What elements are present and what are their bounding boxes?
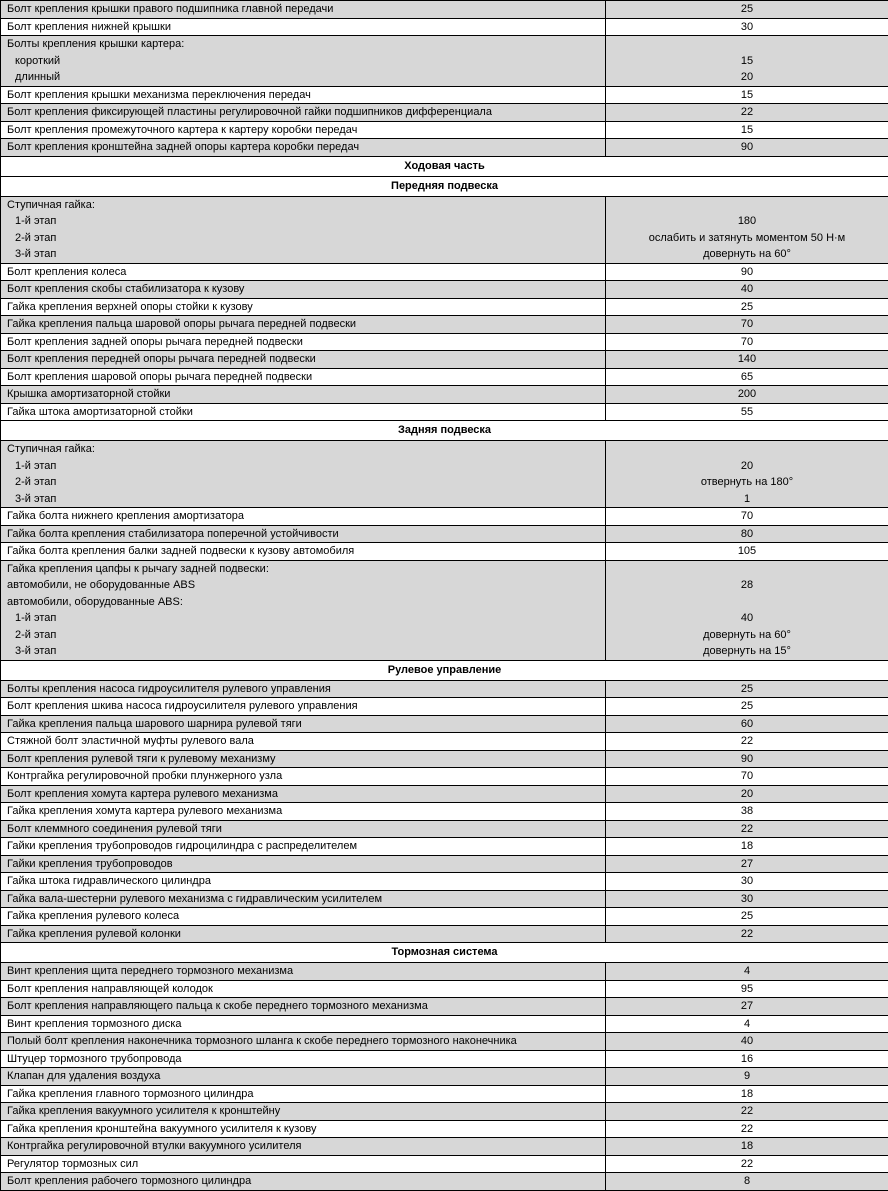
table-row: [1, 890, 888, 908]
torque-value: [606, 1138, 888, 1156]
value-line: довернуть на 60°: [606, 246, 888, 263]
name-line: длинный: [7, 69, 605, 86]
name-line: Винт крепления щита переднего тормозного механизма: [7, 963, 605, 980]
torque-value: [606, 36, 888, 87]
name-line: Винт крепления тормозного диска: [7, 1016, 605, 1033]
value-line: 90: [606, 139, 888, 156]
fastener-name: [1, 803, 606, 821]
value-line: 22: [606, 1156, 888, 1173]
name-line: 1-й этап: [7, 458, 605, 475]
torque-value: [606, 750, 888, 768]
table-row: [1, 855, 888, 873]
name-line: Болт крепления задней опоры рычага передней подвески: [7, 334, 605, 351]
value-line: 4: [606, 1016, 888, 1033]
torque-value: [606, 1120, 888, 1138]
name-line: Клапан для удаления воздуха: [7, 1068, 605, 1085]
name-line: Гайка крепления хомута картера рулевого механизма: [7, 803, 605, 820]
fastener-name: [1, 873, 606, 891]
name-line: Штуцер тормозного трубопровода: [7, 1051, 605, 1068]
table-row: [1, 1103, 888, 1121]
name-line: короткий: [7, 53, 605, 70]
section-title: Задняя подвеска: [1, 421, 888, 441]
value-line: 70: [606, 316, 888, 333]
value-line: 25: [606, 1, 888, 18]
value-line: 8: [606, 1173, 888, 1190]
table-row: [1, 873, 888, 891]
name-line: автомобили, не оборудованные ABS: [7, 577, 605, 594]
fastener-name: [1, 750, 606, 768]
name-line: Болт крепления шкива насоса гидроусилителя рулевого управления: [7, 698, 605, 715]
fastener-name: [1, 351, 606, 369]
fastener-name: [1, 543, 606, 561]
name-line: Гайка крепления главного тормозного цилиндра: [7, 1086, 605, 1103]
table-row: [1, 1033, 888, 1051]
fastener-name: [1, 998, 606, 1016]
value-line: 27: [606, 856, 888, 873]
torque-value: [606, 980, 888, 998]
fastener-name: [1, 1050, 606, 1068]
value-line: 22: [606, 733, 888, 750]
name-line: Крышка амортизаторной стойки: [7, 386, 605, 403]
value-line: 20: [606, 458, 888, 475]
value-line: 70: [606, 768, 888, 785]
name-line: Гайка болта крепления стабилизатора поперечной устойчивости: [7, 526, 605, 543]
fastener-name: [1, 386, 606, 404]
fastener-name: [1, 525, 606, 543]
table-row: [1, 820, 888, 838]
value-line: 20: [606, 69, 888, 86]
torque-value: [606, 680, 888, 698]
name-line: Гайки крепления трубопроводов: [7, 856, 605, 873]
torque-value: [606, 820, 888, 838]
table-row: [1, 1138, 888, 1156]
torque-value: [606, 560, 888, 660]
value-line: [606, 36, 888, 53]
torque-value: [606, 441, 888, 508]
value-line: 20: [606, 786, 888, 803]
table-row: [1, 333, 888, 351]
value-line: 15: [606, 87, 888, 104]
fastener-name: [1, 1120, 606, 1138]
table-row: [1, 18, 888, 36]
table-row: [1, 803, 888, 821]
fastener-name: [1, 441, 606, 508]
name-line: Болт крепления рулевой тяги к рулевому механизму: [7, 751, 605, 768]
name-line: Гайка болта нижнего крепления амортизатора: [7, 508, 605, 525]
table-row: [1, 543, 888, 561]
table-row: [1, 368, 888, 386]
name-line: 3-й этап: [7, 643, 605, 660]
table-row: [1, 139, 888, 157]
table-row: [1, 403, 888, 421]
name-line: Гайка крепления пальца шарового шарнира рулевой тяги: [7, 716, 605, 733]
table-row: [1, 281, 888, 299]
value-line: 4: [606, 963, 888, 980]
fastener-name: [1, 768, 606, 786]
table-row: [1, 925, 888, 943]
value-line: 30: [606, 873, 888, 890]
section-header: [1, 156, 888, 176]
torque-value: [606, 1, 888, 19]
torque-value: [606, 925, 888, 943]
fastener-name: [1, 104, 606, 122]
table-row: [1, 698, 888, 716]
table-row: [1, 963, 888, 981]
name-line: Гайки крепления трубопроводов гидроцилиндра с распределителем: [7, 838, 605, 855]
name-line: Болт крепления кронштейна задней опоры картера коробки передач: [7, 139, 605, 156]
torque-value: [606, 351, 888, 369]
name-line: Контргайка регулировочной втулки вакуумного усилителя: [7, 1138, 605, 1155]
table-row: [1, 1015, 888, 1033]
value-line: 105: [606, 543, 888, 560]
table-row: [1, 121, 888, 139]
value-line: 55: [606, 404, 888, 421]
fastener-name: [1, 196, 606, 263]
value-line: 15: [606, 53, 888, 70]
name-line: 3-й этап: [7, 246, 605, 263]
value-line: 180: [606, 213, 888, 230]
fastener-name: [1, 560, 606, 660]
name-line: Болт крепления направляющей колодок: [7, 981, 605, 998]
value-line: 30: [606, 19, 888, 36]
torque-value: [606, 873, 888, 891]
torque-value: [606, 196, 888, 263]
name-line: Гайка крепления рулевого колеса: [7, 908, 605, 925]
table-row: [1, 104, 888, 122]
table-row: [1, 560, 888, 660]
value-line: [606, 441, 888, 458]
fastener-name: [1, 403, 606, 421]
torque-value: [606, 121, 888, 139]
table-row: [1, 386, 888, 404]
value-line: 200: [606, 386, 888, 403]
name-line: Гайка крепления кронштейна вакуумного усилителя к кузову: [7, 1121, 605, 1138]
torque-value: [606, 316, 888, 334]
value-line: 60: [606, 716, 888, 733]
table-row: [1, 785, 888, 803]
value-line: 15: [606, 122, 888, 139]
name-line: Полый болт крепления наконечника тормозного шланга к скобе переднего тормозного наконечника: [7, 1033, 605, 1050]
name-line: Ступичная гайка:: [7, 441, 605, 458]
value-line: 9: [606, 1068, 888, 1085]
torque-value: [606, 1050, 888, 1068]
value-line: 40: [606, 610, 888, 627]
name-line: 3-й этап: [7, 491, 605, 508]
torque-value: [606, 698, 888, 716]
value-line: 70: [606, 508, 888, 525]
value-line: 95: [606, 981, 888, 998]
value-line: 22: [606, 926, 888, 943]
torque-value: [606, 386, 888, 404]
fastener-name: [1, 855, 606, 873]
table-row: [1, 1085, 888, 1103]
name-line: Болт крепления хомута картера рулевого механизма: [7, 786, 605, 803]
torque-value: [606, 525, 888, 543]
table-row: [1, 680, 888, 698]
fastener-name: [1, 1033, 606, 1051]
table-row: [1, 1050, 888, 1068]
name-line: 1-й этап: [7, 610, 605, 627]
fastener-name: [1, 785, 606, 803]
table-row: [1, 441, 888, 508]
value-line: 27: [606, 998, 888, 1015]
name-line: 2-й этап: [7, 230, 605, 247]
torque-value: [606, 855, 888, 873]
fastener-name: [1, 1155, 606, 1173]
value-line: 30: [606, 891, 888, 908]
value-line: 80: [606, 526, 888, 543]
fastener-name: [1, 980, 606, 998]
name-line: Болты крепления насоса гидроусилителя рулевого управления: [7, 681, 605, 698]
value-line: 25: [606, 299, 888, 316]
value-line: 90: [606, 264, 888, 281]
table-body: [1, 1, 888, 1191]
name-line: Болт крепления передней опоры рычага передней подвески: [7, 351, 605, 368]
name-line: Болт крепления фиксирующей пластины регулировочной гайки подшипников дифференциала: [7, 104, 605, 121]
value-line: 140: [606, 351, 888, 368]
torque-value: [606, 281, 888, 299]
name-line: Гайка штока гидравлического цилиндра: [7, 873, 605, 890]
value-line: 25: [606, 681, 888, 698]
value-line: 22: [606, 1121, 888, 1138]
name-line: Гайка штока амортизаторной стойки: [7, 404, 605, 421]
table-row: [1, 750, 888, 768]
torque-value: [606, 785, 888, 803]
name-line: Гайка болта крепления балки задней подвески к кузову автомобиля: [7, 543, 605, 560]
value-line: 22: [606, 104, 888, 121]
name-line: Болт крепления крышки механизма переключения передач: [7, 87, 605, 104]
name-line: Болт крепления направляющего пальца к скобе переднего тормозного механизма: [7, 998, 605, 1015]
value-line: 18: [606, 1086, 888, 1103]
table-row: [1, 1068, 888, 1086]
torque-value: [606, 139, 888, 157]
name-line: Гайка крепления рулевой колонки: [7, 926, 605, 943]
table-row: [1, 316, 888, 334]
section-title: Ходовая часть: [1, 156, 888, 176]
torque-value: [606, 18, 888, 36]
table-row: [1, 351, 888, 369]
torque-value: [606, 890, 888, 908]
value-line: 16: [606, 1051, 888, 1068]
table-row: [1, 1, 888, 19]
fastener-name: [1, 18, 606, 36]
table-row: [1, 908, 888, 926]
name-line: Контргайка регулировочной пробки плунжерного узла: [7, 768, 605, 785]
table-row: [1, 838, 888, 856]
value-line: 22: [606, 821, 888, 838]
torque-value: [606, 1068, 888, 1086]
torque-value: [606, 1015, 888, 1033]
torque-value: [606, 1103, 888, 1121]
table-row: [1, 525, 888, 543]
torque-value: [606, 508, 888, 526]
torque-value: [606, 803, 888, 821]
name-line: Стяжной болт эластичной муфты рулевого вала: [7, 733, 605, 750]
fastener-name: [1, 838, 606, 856]
fastener-name: [1, 908, 606, 926]
name-line: Болт крепления колеса: [7, 264, 605, 281]
name-line: Болт крепления скобы стабилизатора к кузову: [7, 281, 605, 298]
value-line: 38: [606, 803, 888, 820]
table-row: [1, 715, 888, 733]
value-line: [606, 594, 888, 611]
table-row: [1, 36, 888, 87]
table-row: [1, 1155, 888, 1173]
name-line: Гайка крепления вакуумного усилителя к кронштейну: [7, 1103, 605, 1120]
value-line: 1: [606, 491, 888, 508]
table-row: [1, 196, 888, 263]
torque-value: [606, 1033, 888, 1051]
torque-value: [606, 543, 888, 561]
torque-value: [606, 1085, 888, 1103]
fastener-name: [1, 680, 606, 698]
value-line: [606, 561, 888, 578]
value-line: 22: [606, 1103, 888, 1120]
fastener-name: [1, 890, 606, 908]
name-line: Болт крепления рабочего тормозного цилиндра: [7, 1173, 605, 1190]
section-header: [1, 660, 888, 680]
torque-value: [606, 733, 888, 751]
fastener-name: [1, 508, 606, 526]
table-row: [1, 1120, 888, 1138]
fastener-name: [1, 1173, 606, 1191]
value-line: 25: [606, 908, 888, 925]
fastener-name: [1, 925, 606, 943]
fastener-name: [1, 1085, 606, 1103]
name-line: Гайка крепления цапфы к рычагу задней подвески:: [7, 561, 605, 578]
fastener-name: [1, 963, 606, 981]
torque-value: [606, 1173, 888, 1191]
fastener-name: [1, 1, 606, 19]
name-line: Болт клеммного соединения рулевой тяги: [7, 821, 605, 838]
fastener-name: [1, 263, 606, 281]
torque-value: [606, 838, 888, 856]
value-line: 28: [606, 577, 888, 594]
fastener-name: [1, 715, 606, 733]
value-line: отвернуть на 180°: [606, 474, 888, 491]
torque-value: [606, 263, 888, 281]
fastener-name: [1, 298, 606, 316]
torque-value: [606, 86, 888, 104]
fastener-name: [1, 86, 606, 104]
value-line: ослабить и затянуть моментом 50 Н·м: [606, 230, 888, 247]
torque-value: [606, 1155, 888, 1173]
torque-value: [606, 963, 888, 981]
table-row: [1, 768, 888, 786]
table-row: [1, 1173, 888, 1191]
value-line: довернуть на 60°: [606, 627, 888, 644]
fastener-name: [1, 1103, 606, 1121]
fastener-name: [1, 139, 606, 157]
table-row: [1, 298, 888, 316]
table-row: [1, 263, 888, 281]
torque-value: [606, 768, 888, 786]
name-line: 2-й этап: [7, 474, 605, 491]
value-line: 25: [606, 698, 888, 715]
name-line: Ступичная гайка:: [7, 197, 605, 214]
fastener-name: [1, 1068, 606, 1086]
table-row: [1, 733, 888, 751]
name-line: Болт крепления шаровой опоры рычага передней подвески: [7, 369, 605, 386]
value-line: 18: [606, 1138, 888, 1155]
fastener-name: [1, 121, 606, 139]
fastener-name: [1, 733, 606, 751]
table-row: [1, 980, 888, 998]
name-line: Регулятор тормозных сил: [7, 1156, 605, 1173]
value-line: 70: [606, 334, 888, 351]
section-header: [1, 943, 888, 963]
fastener-name: [1, 820, 606, 838]
name-line: Болт крепления промежуточного картера к картеру коробки передач: [7, 122, 605, 139]
value-line: [606, 197, 888, 214]
fastener-name: [1, 1015, 606, 1033]
section-title: Передняя подвеска: [1, 176, 888, 196]
fastener-name: [1, 36, 606, 87]
name-line: автомобили, оборудованные ABS:: [7, 594, 605, 611]
fastener-name: [1, 316, 606, 334]
torque-value: [606, 298, 888, 316]
torque-value: [606, 403, 888, 421]
name-line: Болт крепления крышки правого подшипника главной передачи: [7, 1, 605, 18]
name-line: 1-й этап: [7, 213, 605, 230]
fastener-name: [1, 281, 606, 299]
table-row: [1, 998, 888, 1016]
section-title: Тормозная система: [1, 943, 888, 963]
table-row: [1, 508, 888, 526]
value-line: 65: [606, 369, 888, 386]
torque-value: [606, 333, 888, 351]
name-line: Гайка вала-шестерни рулевого механизма с гидравлическим усилителем: [7, 891, 605, 908]
name-line: 2-й этап: [7, 627, 605, 644]
torque-value: [606, 715, 888, 733]
value-line: 18: [606, 838, 888, 855]
name-line: Болт крепления нижней крышки: [7, 19, 605, 36]
fastener-name: [1, 698, 606, 716]
name-line: Гайка крепления пальца шаровой опоры рычага передней подвески: [7, 316, 605, 333]
value-line: 40: [606, 1033, 888, 1050]
torque-value: [606, 104, 888, 122]
torque-value: [606, 908, 888, 926]
section-title: Рулевое управление: [1, 660, 888, 680]
section-header: [1, 421, 888, 441]
fastener-name: [1, 368, 606, 386]
name-line: Болты крепления крышки картера:: [7, 36, 605, 53]
value-line: 90: [606, 751, 888, 768]
table-row: [1, 86, 888, 104]
fastener-name: [1, 333, 606, 351]
value-line: довернуть на 15°: [606, 643, 888, 660]
fastener-name: [1, 1138, 606, 1156]
value-line: 40: [606, 281, 888, 298]
section-header: [1, 176, 888, 196]
torque-value: [606, 368, 888, 386]
name-line: Гайка крепления верхней опоры стойки к кузову: [7, 299, 605, 316]
torque-value: [606, 998, 888, 1016]
